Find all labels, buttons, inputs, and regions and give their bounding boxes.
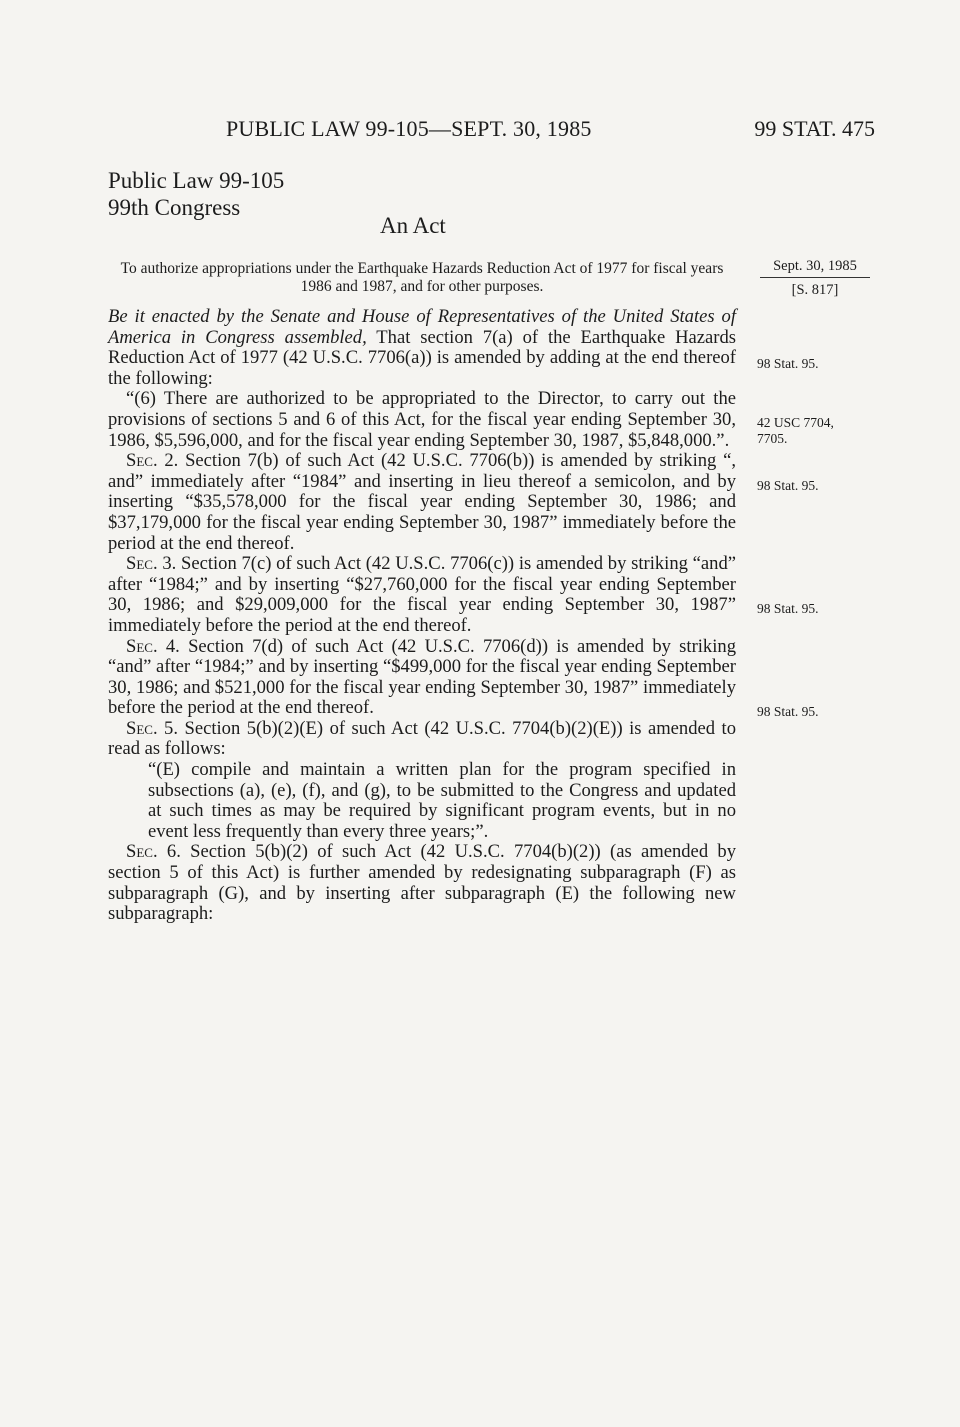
stat-page-number: 99 STAT. 475 bbox=[754, 116, 875, 141]
congress-number: 99th Congress bbox=[108, 195, 241, 220]
enacting-clause-text: That section 7(a) of the Earthquake Hazards Reduction Act of 1977 (42 U.S.C. 7706(a)) is amended by adding at the end thereof the following: bbox=[108, 326, 737, 389]
enacting-clause bbox=[108, 307, 736, 389]
section-label: Sec. 2. bbox=[126, 450, 179, 472]
paragraph-6: “(6) There are authorized to be appropriated to the Director, to carry out the provisions of sections 5 and 6 of this Act, for the fiscal year ending September 30, 1986, $5,596,000, and for the fiscal year ending September 30, 1987, $5,848,000.”. bbox=[108, 388, 736, 451]
margin-note-line: 7705. bbox=[757, 431, 788, 446]
section-text: Section 5(b)(2) of such Act (42 U.S.C. 7704(b)(2)) (as amended by section 5 of this Act) is further amended by redesignating subparagraph (F) as subparagraph (G), and by inserting after subparagraph (E) the following new subparagraph: bbox=[108, 841, 737, 925]
running-head: PUBLIC LAW 99-105—SEPT. 30, 1985 bbox=[226, 116, 592, 141]
section-2 bbox=[108, 451, 736, 554]
section-5 bbox=[108, 719, 736, 760]
section-5-quoted-text: “(E) compile and maintain a written plan for the program specified in subsections (a), (e), (f), and (g), to be submitted to the Congress and updated at such times as may be required by significant program events, but in no event less frequently than every three years;”. bbox=[148, 759, 736, 842]
margin-note-98-stat-95: 98 Stat. 95. bbox=[757, 356, 819, 371]
act-heading: An Act bbox=[380, 213, 446, 238]
enactment-date: Sept. 30, 1985 bbox=[773, 258, 857, 274]
enacting-formula: Be it enacted by the Senate and House of Representatives of the United States of America in Congress assembled, bbox=[108, 306, 736, 348]
section-text: Section 7(c) of such Act (42 U.S.C. 7706(c)) is amended by striking “and” after “1984;” and by inserting “$27,760,000 for the fiscal year ending September 30, 1986; and $29,009,000 for the fiscal year ending September 30, 1987” immediately before the period at the end thereof. bbox=[108, 553, 736, 636]
enactment-date-box bbox=[760, 258, 870, 299]
section-6 bbox=[108, 842, 736, 924]
section-text: Section 7(d) of such Act (42 U.S.C. 7706(d)) is amended by striking “and” after “1984;” and by inserting “$499,000 for the fiscal year ending September 30, 1986; and $521,000 for the fiscal year ending September 30, 1987” immediately before the period at the end thereof. bbox=[108, 635, 736, 719]
section-text: Section 5(b)(2)(E) of such Act (42 U.S.C. 7704(b)(2)(E)) is amended to read as follows: bbox=[108, 717, 736, 760]
margin-note-line: 42 USC 7704, bbox=[757, 415, 834, 430]
public-law-title-block bbox=[108, 167, 284, 221]
margin-note-usc-citation bbox=[757, 415, 867, 447]
public-law-number: Public Law 99-105 bbox=[108, 168, 285, 193]
bill-number: [S. 817] bbox=[760, 277, 870, 299]
section-3 bbox=[108, 554, 736, 636]
act-body bbox=[108, 307, 736, 925]
margin-note-98-stat-95: 98 Stat. 95. bbox=[757, 601, 819, 616]
section-label: Sec. 5. bbox=[126, 717, 179, 739]
section-label: Sec. 6. bbox=[126, 841, 181, 863]
section-label: Sec. 4. bbox=[126, 635, 180, 657]
section-4 bbox=[108, 637, 736, 719]
section-text: Section 7(b) of such Act (42 U.S.C. 7706(b)) is amended by striking “, and” immediately after “1984” and inserting in lieu thereof a semicolon, and by inserting “$35,578,000 for the fiscal year ending September 30, 1986; and $37,179,000 for the fiscal year ending September 30, 1987” immediately before the period at the end thereof. bbox=[108, 450, 737, 554]
margin-note-98-stat-95: 98 Stat. 95. bbox=[757, 478, 819, 493]
section-label: Sec. 3. bbox=[126, 553, 177, 575]
act-purpose: To authorize appropriations under the Earthquake Hazards Reduction Act of 1977 for fiscal years 1986 and 1987, and for other purposes. bbox=[120, 260, 724, 295]
margin-note-98-stat-95: 98 Stat. 95. bbox=[757, 704, 819, 719]
